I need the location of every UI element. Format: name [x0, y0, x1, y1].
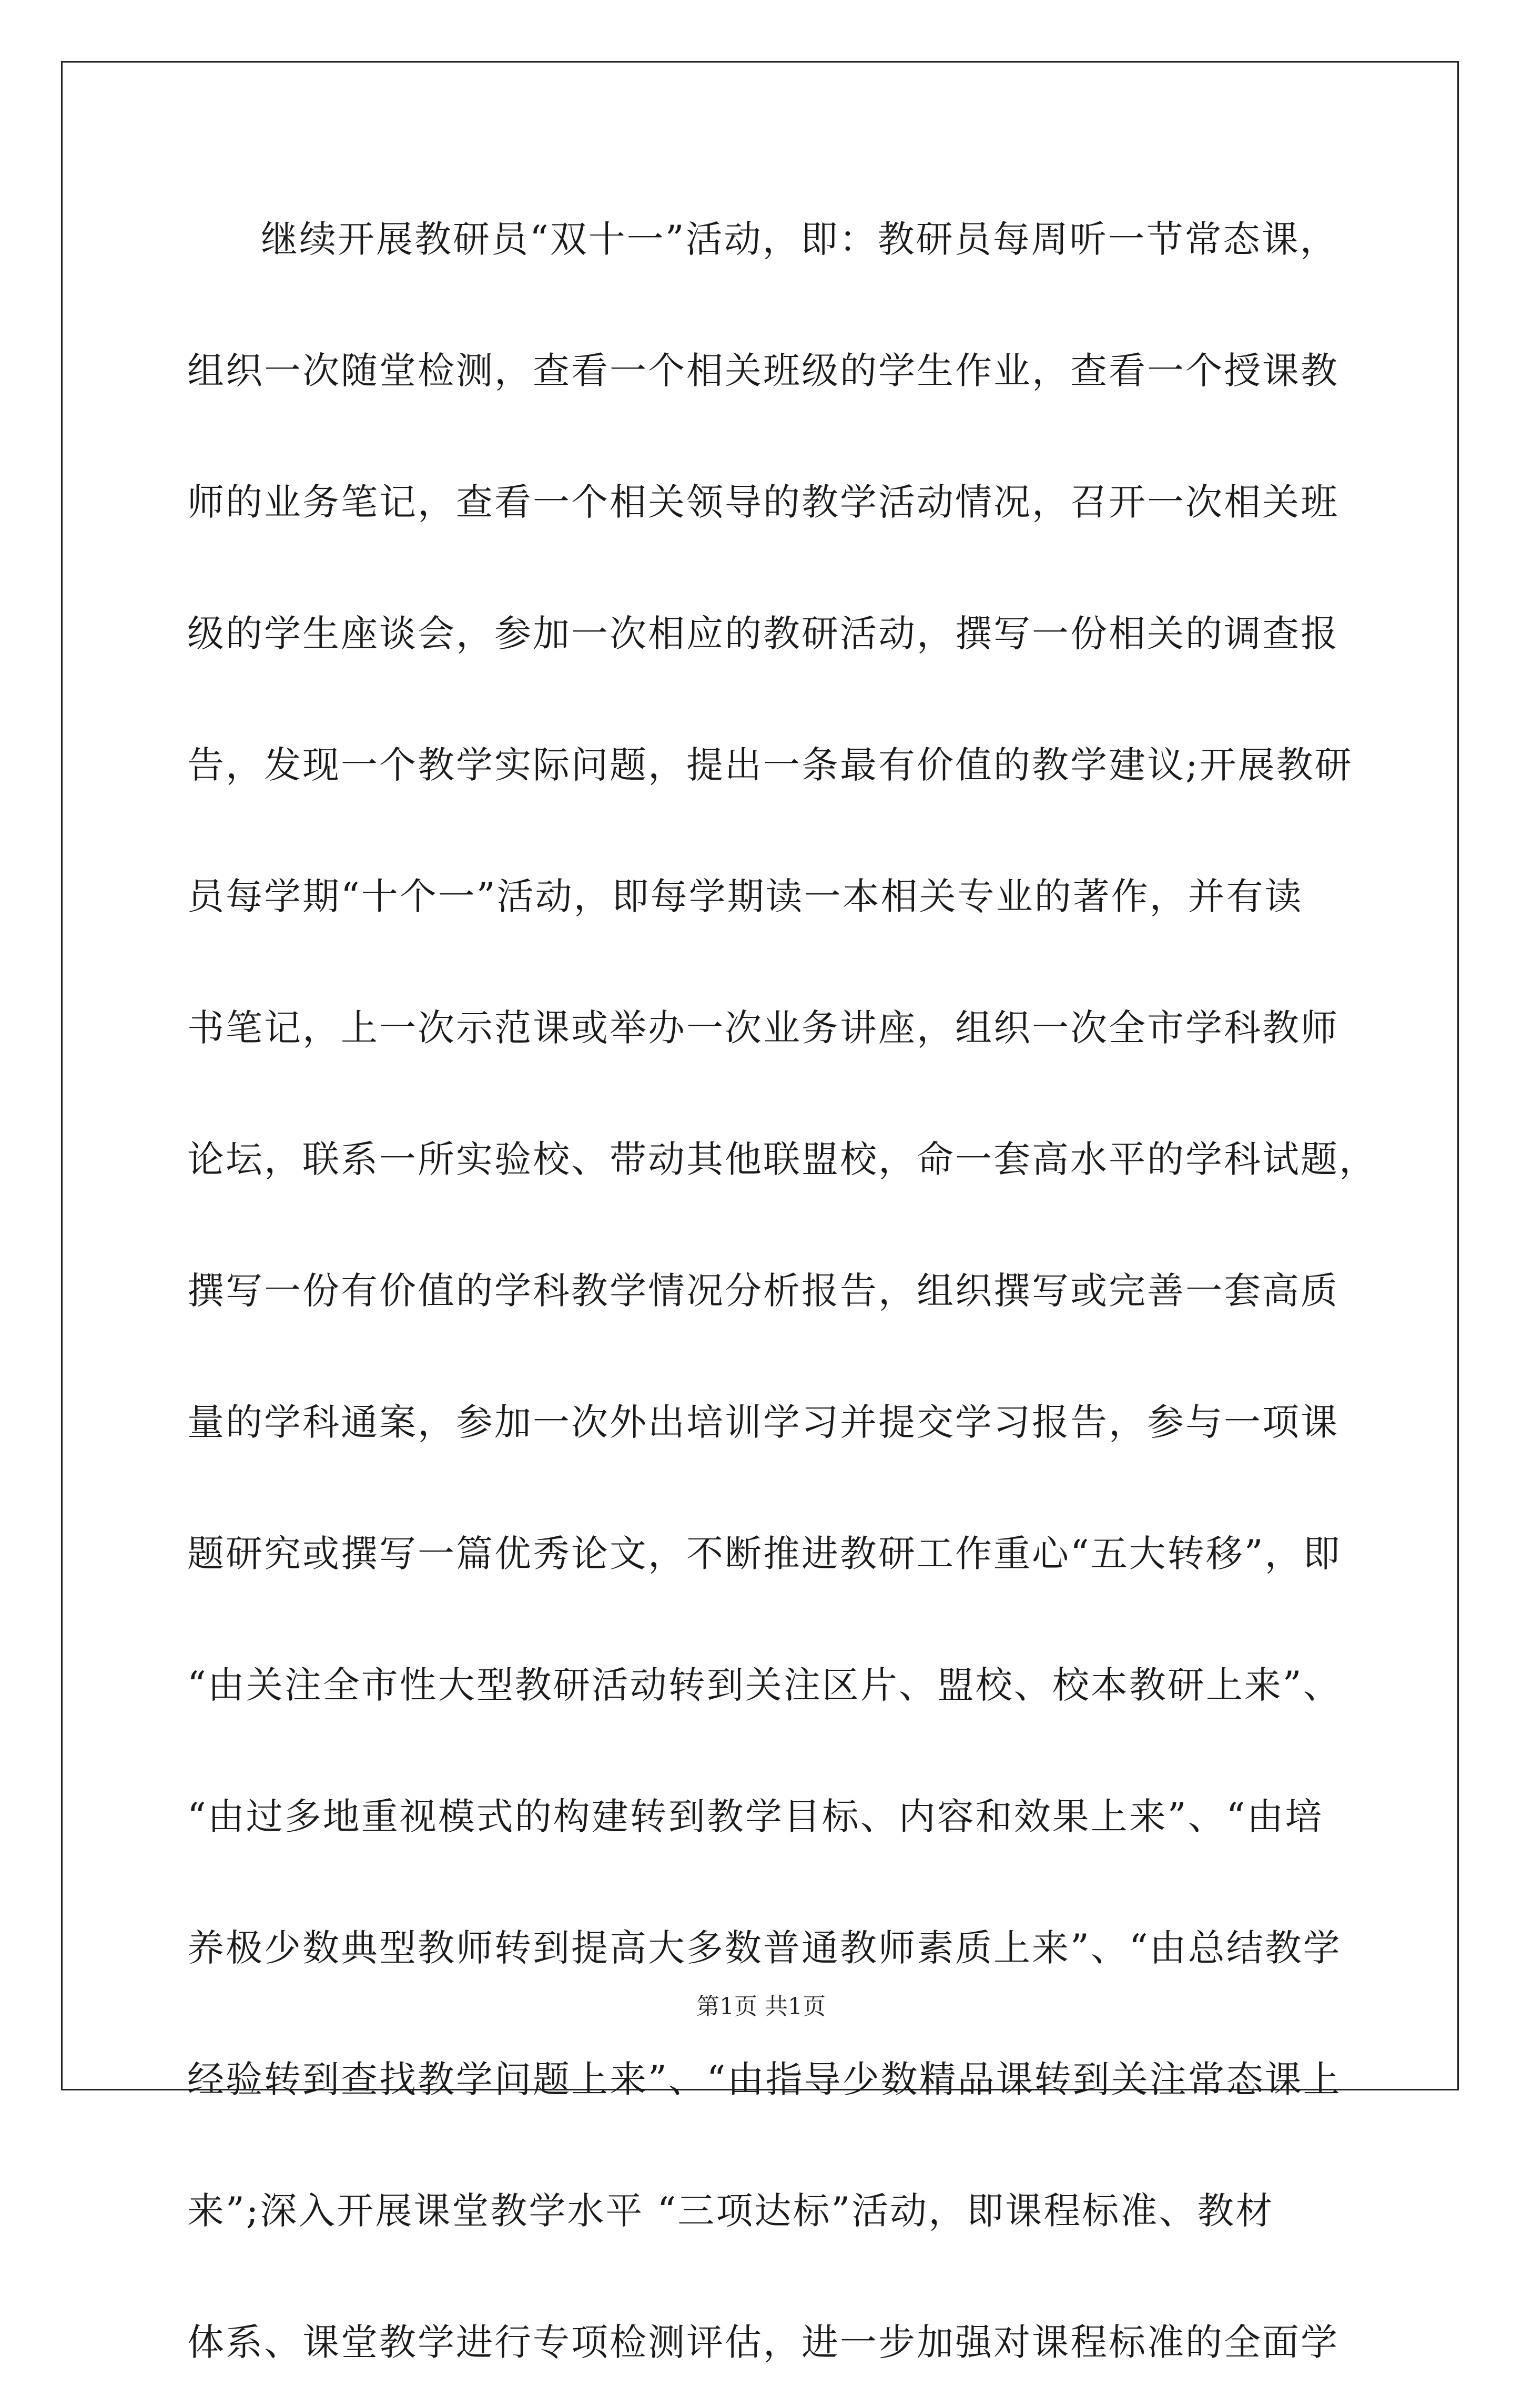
paragraph-line: 师的业务笔记，查看一个相关领导的教学活动情况，召开一次相关班	[187, 481, 1339, 524]
paragraph-line: 员每学期“十个一”活动，即每学期读一本相关专业的著作，并有读	[187, 875, 1303, 918]
paragraph-line: 组织一次随堂检测，查看一个相关班级的学生作业，查看一个授课教	[187, 349, 1339, 392]
paragraph-line: 来”;深入开展课堂教学水平 “三项达标”活动，即课程标准、教材	[187, 2189, 1274, 2232]
document-body	[187, 174, 1377, 2408]
paragraph-line: 告，发现一个教学实际问题，提出一条最有价值的教学建议;开展教研	[187, 743, 1353, 787]
paragraph-line: 论坛，联系一所实验校、带动其他联盟校，命一套高水平的学科试题，	[187, 1138, 1377, 1181]
paragraph-line: “由关注全市性大型教研活动转到关注区片、盟校、校本教研上来”、	[187, 1664, 1342, 1707]
paragraph-line: 继续开展教研员“双十一”活动，即：教研员每周听一节常态课，	[261, 218, 1338, 261]
paragraph-line: 体系、课堂教学进行专项检测评估，进一步加强对课程标准的全面学	[187, 2321, 1339, 2364]
paragraph-line: 养极少数典型教师转到提高大多数普通教师素质上来”、“由总结教学	[187, 1926, 1342, 1970]
paragraph-line: 级的学生座谈会，参加一次相应的教研活动，撰写一份相关的调查报	[187, 612, 1339, 655]
page-number: 第1页 共1页	[696, 1993, 826, 2020]
paragraph-line: “由过多地重视模式的构建转到教学目标、内容和效果上来”、“由培	[187, 1795, 1324, 1838]
paragraph-line: 量的学科通案，参加一次外出培训学习并提交学习报告，参与一项课	[187, 1401, 1339, 1444]
paragraph-line: 撰写一份有价值的学科教学情况分析报告，组织撰写或完善一套高质	[187, 1269, 1339, 1312]
paragraph-line: 书笔记，上一次示范课或举办一次业务讲座，组织一次全市学科教师	[187, 1006, 1339, 1049]
paragraph-line: 经验转到查找教学问题上来”、“由指导少数精品课转到关注常态课上	[187, 2058, 1342, 2101]
paragraph-line: 题研究或撰写一篇优秀论文，不断推进教研工作重心“五大转移”，即	[187, 1532, 1342, 1575]
